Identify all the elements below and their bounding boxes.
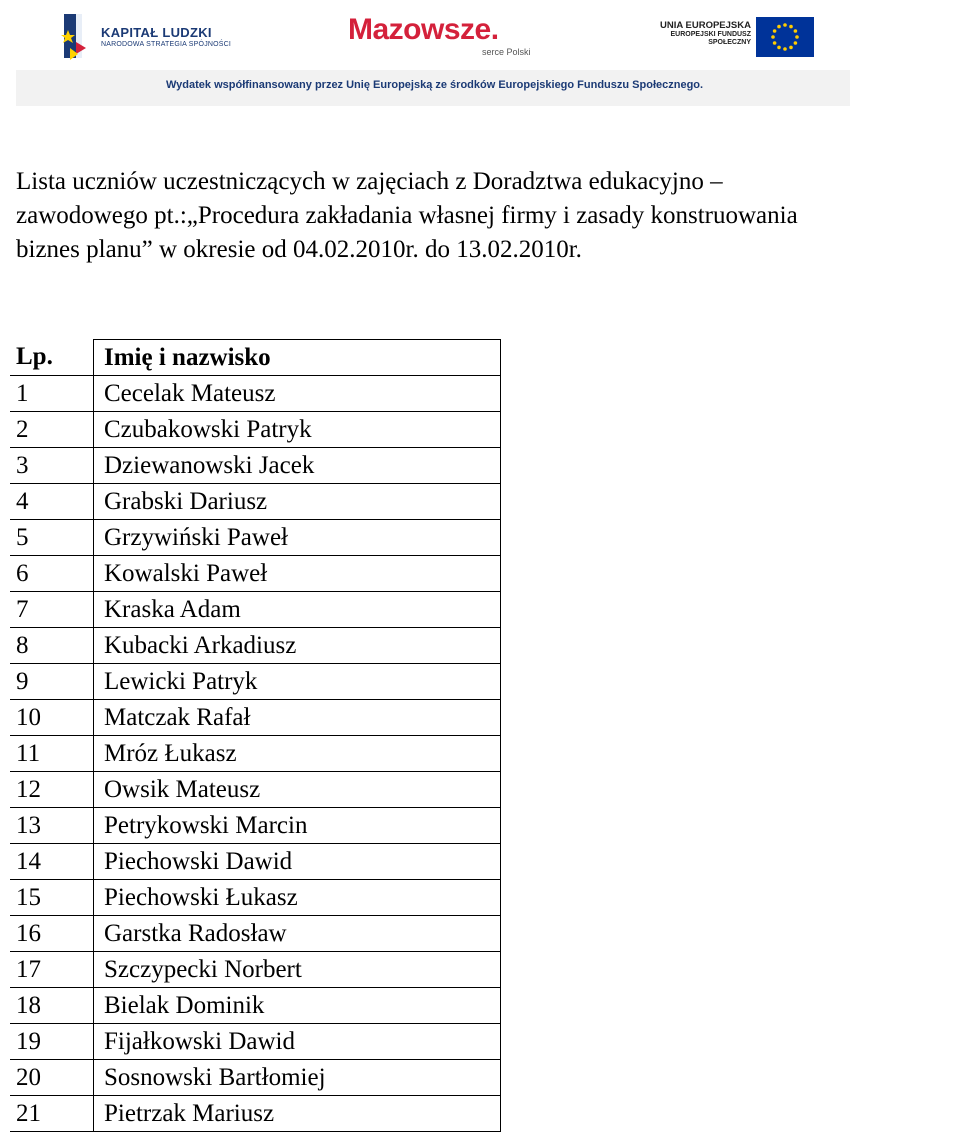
student-name: Czubakowski Patryk bbox=[94, 412, 501, 448]
mazowsze-wordmark: Mazowsze. bbox=[348, 13, 499, 46]
row-number: 2 bbox=[10, 412, 94, 448]
kapital-ludzki-subtitle: NARODOWA STRATEGIA SPÓJNOŚCI bbox=[101, 41, 232, 48]
logo-row bbox=[16, 0, 850, 70]
cofinancing-note: Wydatek współfinansowany przez Unię Europejską ze środków Europejskiego Funduszu Społecznego. bbox=[166, 79, 704, 91]
row-number: 20 bbox=[10, 1060, 94, 1096]
row-number: 3 bbox=[10, 448, 94, 484]
title-line-3: biznes planu” w okresie od 04.02.2010r. do 13.02.2010r. bbox=[16, 236, 582, 263]
table-row bbox=[10, 664, 501, 700]
table-row bbox=[10, 736, 501, 772]
row-number: 5 bbox=[10, 520, 94, 556]
student-name: Dziewanowski Jacek bbox=[94, 448, 501, 484]
row-number: 12 bbox=[10, 772, 94, 808]
row-number: 18 bbox=[10, 988, 94, 1024]
student-name: Fijałkowski Dawid bbox=[94, 1024, 501, 1060]
row-number: 17 bbox=[10, 952, 94, 988]
table-header-row bbox=[10, 340, 501, 376]
table-row bbox=[10, 700, 501, 736]
table-row bbox=[10, 556, 501, 592]
table-row bbox=[10, 844, 501, 880]
eu-flag-icon bbox=[756, 17, 814, 57]
unia-europejska-title: UNIA EUROPEJSKA bbox=[660, 20, 751, 31]
row-number: 7 bbox=[10, 592, 94, 628]
student-name: Piechowski Łukasz bbox=[94, 880, 501, 916]
kapital-ludzki-title: KAPITAŁ LUDZKI bbox=[101, 25, 212, 40]
student-name: Matczak Rafał bbox=[94, 700, 501, 736]
title-line-1: Lista uczniów uczestniczących w zajęciach z Doradztwa edukacyjno – bbox=[16, 168, 723, 195]
row-number: 13 bbox=[10, 808, 94, 844]
student-name: Cecelak Mateusz bbox=[94, 376, 501, 412]
table-row bbox=[10, 1060, 501, 1096]
row-number: 21 bbox=[10, 1096, 94, 1132]
table-row bbox=[10, 772, 501, 808]
row-number: 19 bbox=[10, 1024, 94, 1060]
student-list-table bbox=[10, 339, 501, 1132]
table-body bbox=[10, 340, 501, 1132]
table-row bbox=[10, 520, 501, 556]
row-number: 4 bbox=[10, 484, 94, 520]
student-name: Mróz Łukasz bbox=[94, 736, 501, 772]
table-row bbox=[10, 808, 501, 844]
unia-europejska-text bbox=[631, 20, 751, 47]
table-row bbox=[10, 988, 501, 1024]
student-name: Garstka Radosław bbox=[94, 916, 501, 952]
table-row bbox=[10, 916, 501, 952]
kapital-ludzki-text bbox=[101, 26, 231, 50]
table-row bbox=[10, 412, 501, 448]
efs-subtitle-line2: SPOŁECZNY bbox=[708, 39, 751, 46]
student-name: Kraska Adam bbox=[94, 592, 501, 628]
table-row bbox=[10, 376, 501, 412]
row-number: 16 bbox=[10, 916, 94, 952]
table-row bbox=[10, 448, 501, 484]
student-name: Piechowski Dawid bbox=[94, 844, 501, 880]
student-name: Kowalski Paweł bbox=[94, 556, 501, 592]
table-row bbox=[10, 628, 501, 664]
row-number: 14 bbox=[10, 844, 94, 880]
row-number: 1 bbox=[10, 376, 94, 412]
mazowsze-tagline: serce Polski bbox=[482, 47, 531, 57]
header-banner bbox=[16, 0, 850, 106]
table-row bbox=[10, 1096, 501, 1132]
mazowsze-logo bbox=[348, 13, 548, 63]
column-header-name: Imię i nazwisko bbox=[94, 340, 501, 376]
student-name: Lewicki Patryk bbox=[94, 664, 501, 700]
student-name: Bielak Dominik bbox=[94, 988, 501, 1024]
cofinancing-strip bbox=[16, 70, 850, 106]
row-number: 6 bbox=[10, 556, 94, 592]
table-row bbox=[10, 880, 501, 916]
student-name: Owsik Mateusz bbox=[94, 772, 501, 808]
student-name: Szczypecki Norbert bbox=[94, 952, 501, 988]
student-name: Kubacki Arkadiusz bbox=[94, 628, 501, 664]
row-number: 10 bbox=[10, 700, 94, 736]
document-title bbox=[16, 165, 960, 267]
student-name: Pietrzak Mariusz bbox=[94, 1096, 501, 1132]
student-name: Grabski Dariusz bbox=[94, 484, 501, 520]
table-row bbox=[10, 592, 501, 628]
row-number: 8 bbox=[10, 628, 94, 664]
efs-subtitle-line1: EUROPEJSKI FUNDUSZ bbox=[670, 31, 751, 38]
table-row bbox=[10, 484, 501, 520]
student-name: Sosnowski Bartłomiej bbox=[94, 1060, 501, 1096]
row-number: 15 bbox=[10, 880, 94, 916]
column-header-lp: Lp. bbox=[10, 340, 94, 376]
table-row bbox=[10, 1024, 501, 1060]
student-name: Grzywiński Paweł bbox=[94, 520, 501, 556]
row-number: 9 bbox=[10, 664, 94, 700]
table-row bbox=[10, 952, 501, 988]
student-name: Petrykowski Marcin bbox=[94, 808, 501, 844]
title-line-2: zawodowego pt.:„Procedura zakładania własnej firmy i zasady konstruowania bbox=[16, 202, 798, 229]
row-number: 11 bbox=[10, 736, 94, 772]
